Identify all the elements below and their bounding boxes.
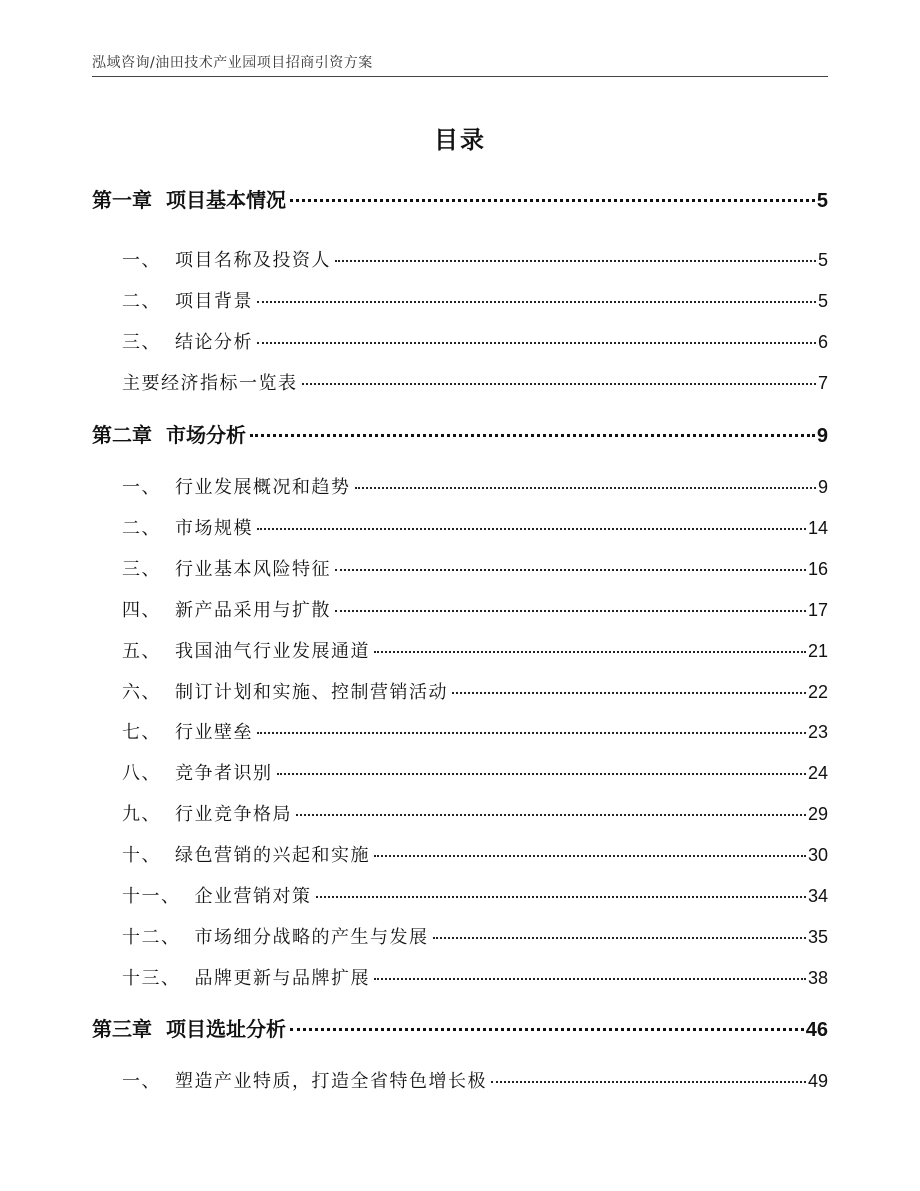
toc-page-number: 5	[817, 291, 828, 311]
toc-page-number: 17	[807, 600, 828, 620]
toc-number: 一、	[122, 250, 161, 271]
toc-section-2-12[interactable]	[92, 923, 828, 949]
toc-title: 结论分析	[175, 332, 253, 353]
toc-section-2-6[interactable]	[92, 678, 828, 704]
toc-number: 十三、	[122, 968, 181, 989]
dot-leader	[491, 1063, 806, 1083]
toc-title: 竞争者识别	[175, 763, 273, 784]
toc-number: 二、	[122, 518, 161, 539]
toc-number: 第三章	[92, 1017, 152, 1041]
dot-leader	[335, 551, 806, 571]
toc-page-number: 5	[817, 250, 828, 270]
toc-section-2-1[interactable]	[92, 473, 828, 499]
dot-leader	[296, 796, 806, 816]
toc-title: 市场规模	[175, 518, 253, 539]
toc-number: 第一章	[92, 188, 152, 212]
toc-section-3-1[interactable]	[92, 1067, 828, 1093]
toc-section-1-table[interactable]	[92, 369, 828, 395]
dot-leader	[452, 674, 806, 694]
dot-leader	[374, 633, 806, 653]
toc-page-number: 24	[807, 763, 828, 783]
running-header: 泓域咨询/油田技术产业园项目招商引资方案	[92, 55, 373, 71]
toc-number: 十一、	[122, 886, 181, 907]
toc-title: 行业发展概况和趋势	[175, 477, 351, 498]
toc-number: 一、	[122, 1071, 161, 1092]
dot-leader	[257, 324, 816, 344]
toc-title: 项目选址分析	[166, 1017, 286, 1041]
toc-title: 企业营销对策	[194, 886, 312, 907]
toc-section-2-5[interactable]	[92, 637, 828, 663]
dot-leader	[290, 1008, 804, 1031]
toc-title: 塑造产业特质，打造全省特色增长极	[175, 1071, 487, 1092]
toc-title: 项目名称及投资人	[175, 250, 331, 271]
dot-leader	[277, 755, 806, 775]
toc-number: 六、	[122, 682, 161, 703]
toc-section-2-2[interactable]	[92, 514, 828, 540]
toc-section-2-11[interactable]	[92, 882, 828, 908]
toc-page-number: 7	[817, 373, 828, 393]
toc-page-number: 14	[807, 518, 828, 538]
toc-section-2-10[interactable]	[92, 841, 828, 867]
toc-title: 绿色营销的兴起和实施	[175, 845, 370, 866]
toc-title: 行业竞争格局	[175, 804, 292, 825]
toc-chapter-1[interactable]	[92, 184, 828, 213]
toc-number: 一、	[122, 477, 161, 498]
dot-leader	[250, 414, 815, 437]
dot-leader	[374, 837, 806, 857]
dot-leader	[257, 714, 806, 734]
toc-title: 品牌更新与品牌扩展	[194, 968, 370, 989]
toc-number: 五、	[122, 641, 161, 662]
toc-title: 项目背景	[175, 291, 253, 312]
toc-number: 二、	[122, 291, 161, 312]
dot-leader	[316, 878, 806, 898]
dot-leader	[355, 469, 816, 489]
toc-title: 新产品采用与扩散	[175, 600, 331, 621]
toc-page-number: 35	[807, 927, 828, 947]
dot-leader	[290, 179, 815, 202]
toc-chapter-3[interactable]	[92, 1013, 828, 1042]
header-rule	[92, 76, 828, 77]
toc-page-number: 49	[807, 1071, 828, 1091]
toc-number: 三、	[122, 332, 161, 353]
toc-number: 七、	[122, 722, 161, 743]
toc-title: 主要经济指标一览表	[122, 373, 298, 394]
toc-title: 行业壁垒	[175, 722, 253, 743]
toc-section-1-1[interactable]	[92, 246, 828, 272]
toc-section-2-8[interactable]	[92, 759, 828, 785]
toc-page-number: 9	[816, 425, 828, 447]
dot-leader	[374, 960, 806, 980]
page-title: 目录	[434, 126, 486, 154]
toc-page-number: 38	[807, 968, 828, 988]
toc-page-number: 5	[816, 190, 828, 212]
toc-page-number: 23	[807, 722, 828, 742]
toc-number: 三、	[122, 559, 161, 580]
toc-title: 我国油气行业发展通道	[175, 641, 370, 662]
toc-chapter-2[interactable]	[92, 419, 828, 448]
toc-section-2-4[interactable]	[92, 596, 828, 622]
toc-section-2-9[interactable]	[92, 800, 828, 826]
toc-page-number: 9	[817, 477, 828, 497]
toc-number: 九、	[122, 804, 161, 825]
toc-page-number: 21	[807, 641, 828, 661]
toc-page-number: 22	[807, 682, 828, 702]
toc-number: 四、	[122, 600, 161, 621]
toc-title: 市场细分战略的产生与发展	[194, 927, 429, 948]
dot-leader	[257, 510, 806, 530]
toc-page-number: 6	[817, 332, 828, 352]
toc-section-2-7[interactable]	[92, 718, 828, 744]
toc-page-number: 46	[805, 1019, 828, 1041]
toc-number: 十二、	[122, 927, 181, 948]
toc-title: 行业基本风险特征	[175, 559, 331, 580]
toc-title: 项目基本情况	[166, 188, 286, 212]
dot-leader	[335, 592, 806, 612]
toc-page-number: 16	[807, 559, 828, 579]
dot-leader	[302, 365, 816, 385]
dot-leader	[257, 283, 816, 303]
toc-section-2-13[interactable]	[92, 964, 828, 990]
toc-section-1-3[interactable]	[92, 328, 828, 354]
dot-leader	[335, 242, 816, 262]
toc-title: 市场分析	[166, 423, 246, 447]
toc-page-number: 30	[807, 845, 828, 865]
toc-number: 第二章	[92, 423, 152, 447]
toc-title: 制订计划和实施、控制营销活动	[175, 682, 448, 703]
toc-number: 十、	[122, 845, 161, 866]
toc-number: 八、	[122, 763, 161, 784]
toc-section-1-2[interactable]	[92, 287, 828, 313]
toc-page-number: 29	[807, 804, 828, 824]
toc-page-number: 34	[807, 886, 828, 906]
toc-section-2-3[interactable]	[92, 555, 828, 581]
dot-leader	[433, 919, 806, 939]
